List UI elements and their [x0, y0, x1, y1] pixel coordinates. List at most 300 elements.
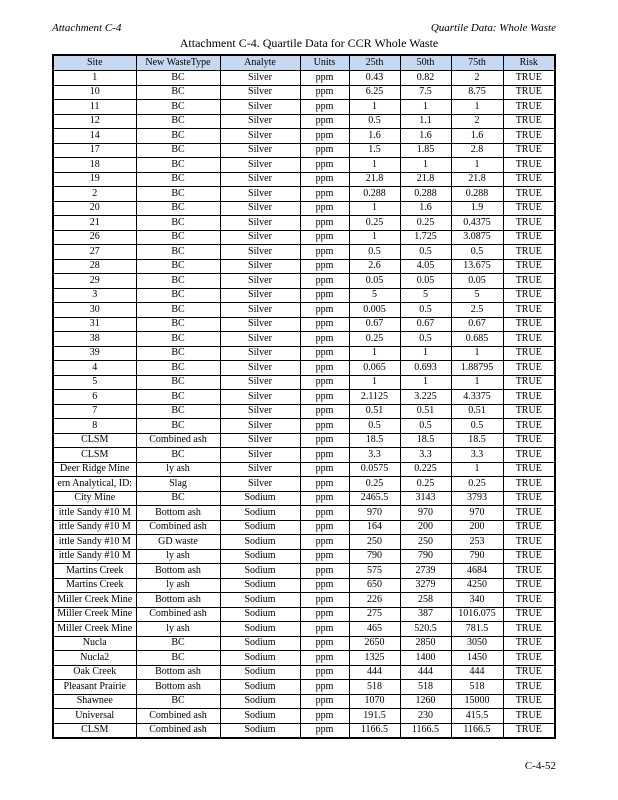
- cell-p50: 230: [400, 709, 451, 724]
- cell-risk: TRUE: [503, 433, 555, 448]
- table-row: [53, 723, 555, 738]
- cell-p25: 2465.5: [349, 491, 400, 506]
- cell-risk: TRUE: [503, 158, 555, 173]
- cell-site: Deer Ridge Mine: [53, 462, 136, 477]
- cell-p75: 4.3375: [451, 390, 503, 405]
- cell-p25: 0.25: [349, 332, 400, 347]
- table-row: [53, 433, 555, 448]
- cell-waste-type: Combined ash: [136, 607, 220, 622]
- cell-p25: 226: [349, 593, 400, 608]
- cell-waste-type: BC: [136, 491, 220, 506]
- cell-p75: 2.8: [451, 143, 503, 158]
- table-row: [53, 506, 555, 521]
- cell-site: CLSM: [53, 448, 136, 463]
- cell-waste-type: BC: [136, 361, 220, 376]
- cell-units: ppm: [300, 709, 349, 724]
- table-row: [53, 332, 555, 347]
- cell-p25: 2.1125: [349, 390, 400, 405]
- cell-p75: 1450: [451, 651, 503, 666]
- cell-risk: TRUE: [503, 390, 555, 405]
- table-row: [53, 201, 555, 216]
- page-number: C-4-52: [524, 760, 556, 772]
- cell-analyte: Silver: [220, 274, 300, 289]
- cell-p50: 1: [400, 100, 451, 115]
- cell-site: ern Analytical, ID:: [53, 477, 136, 492]
- cell-analyte: Sodium: [220, 506, 300, 521]
- cell-site: 21: [53, 216, 136, 231]
- cell-p50: 1400: [400, 651, 451, 666]
- cell-units: ppm: [300, 636, 349, 651]
- cell-units: ppm: [300, 433, 349, 448]
- cell-waste-type: BC: [136, 245, 220, 260]
- cell-risk: TRUE: [503, 332, 555, 347]
- table-row: [53, 535, 555, 550]
- cell-units: ppm: [300, 317, 349, 332]
- cell-p25: 6.25: [349, 85, 400, 100]
- cell-p25: 1: [349, 375, 400, 390]
- cell-risk: TRUE: [503, 100, 555, 115]
- cell-units: ppm: [300, 361, 349, 376]
- cell-waste-type: BC: [136, 172, 220, 187]
- table-row: [53, 651, 555, 666]
- cell-p50: 1.85: [400, 143, 451, 158]
- cell-waste-type: Bottom ash: [136, 564, 220, 579]
- cell-analyte: Silver: [220, 477, 300, 492]
- cell-p75: 1: [451, 346, 503, 361]
- cell-risk: TRUE: [503, 636, 555, 651]
- cell-waste-type: BC: [136, 448, 220, 463]
- cell-analyte: Sodium: [220, 535, 300, 550]
- cell-p75: 253: [451, 535, 503, 550]
- table-row: [53, 520, 555, 535]
- cell-p75: 4250: [451, 578, 503, 593]
- cell-p75: 518: [451, 680, 503, 695]
- cell-units: ppm: [300, 506, 349, 521]
- cell-p50: 3143: [400, 491, 451, 506]
- cell-analyte: Silver: [220, 375, 300, 390]
- cell-risk: TRUE: [503, 535, 555, 550]
- cell-p50: 444: [400, 665, 451, 680]
- cell-p25: 1325: [349, 651, 400, 666]
- table-row: [53, 187, 555, 202]
- cell-analyte: Silver: [220, 346, 300, 361]
- cell-p75: 2.5: [451, 303, 503, 318]
- cell-p25: 0.065: [349, 361, 400, 376]
- cell-site: Pleasant Prairie: [53, 680, 136, 695]
- cell-p75: 1: [451, 100, 503, 115]
- cell-analyte: Silver: [220, 158, 300, 173]
- cell-p25: 1: [349, 230, 400, 245]
- cell-risk: TRUE: [503, 317, 555, 332]
- cell-waste-type: BC: [136, 274, 220, 289]
- cell-site: Miller Creek Mine: [53, 622, 136, 637]
- cell-site: 7: [53, 404, 136, 419]
- cell-p25: 0.5: [349, 114, 400, 129]
- cell-waste-type: Slag: [136, 477, 220, 492]
- cell-analyte: Silver: [220, 317, 300, 332]
- cell-site: ittle Sandy #10 M: [53, 520, 136, 535]
- cell-units: ppm: [300, 114, 349, 129]
- cell-p75: 1: [451, 375, 503, 390]
- table-row: [53, 448, 555, 463]
- cell-site: 2: [53, 187, 136, 202]
- cell-p50: 1: [400, 158, 451, 173]
- table-row: [53, 477, 555, 492]
- cell-analyte: Silver: [220, 172, 300, 187]
- cell-analyte: Sodium: [220, 593, 300, 608]
- cell-p50: 21.8: [400, 172, 451, 187]
- cell-risk: TRUE: [503, 172, 555, 187]
- cell-p50: 0.5: [400, 419, 451, 434]
- cell-p75: 0.4375: [451, 216, 503, 231]
- header-section-label: Quartile Data: Whole Waste: [430, 22, 556, 34]
- cell-analyte: Silver: [220, 288, 300, 303]
- cell-units: ppm: [300, 230, 349, 245]
- cell-p75: 0.51: [451, 404, 503, 419]
- cell-analyte: Sodium: [220, 607, 300, 622]
- cell-site: 19: [53, 172, 136, 187]
- cell-risk: TRUE: [503, 723, 555, 738]
- cell-waste-type: GD waste: [136, 535, 220, 550]
- cell-p25: 0.05: [349, 274, 400, 289]
- cell-waste-type: BC: [136, 636, 220, 651]
- cell-p50: 1.6: [400, 201, 451, 216]
- cell-site: 10: [53, 85, 136, 100]
- cell-risk: TRUE: [503, 448, 555, 463]
- cell-p50: 0.82: [400, 71, 451, 86]
- cell-p75: 1166.5: [451, 723, 503, 738]
- cell-waste-type: ly ash: [136, 462, 220, 477]
- cell-analyte: Sodium: [220, 520, 300, 535]
- cell-risk: TRUE: [503, 506, 555, 521]
- cell-units: ppm: [300, 216, 349, 231]
- cell-p25: 1: [349, 158, 400, 173]
- cell-analyte: Sodium: [220, 651, 300, 666]
- cell-risk: TRUE: [503, 230, 555, 245]
- cell-waste-type: BC: [136, 651, 220, 666]
- cell-p25: 21.8: [349, 172, 400, 187]
- cell-p25: 790: [349, 549, 400, 564]
- cell-units: ppm: [300, 143, 349, 158]
- cell-p50: 2739: [400, 564, 451, 579]
- cell-p50: 1: [400, 375, 451, 390]
- cell-p50: 1166.5: [400, 723, 451, 738]
- table-row: [53, 317, 555, 332]
- cell-units: ppm: [300, 651, 349, 666]
- cell-p50: 0.25: [400, 477, 451, 492]
- cell-waste-type: ly ash: [136, 622, 220, 637]
- cell-p50: 1.1: [400, 114, 451, 129]
- cell-p50: 0.05: [400, 274, 451, 289]
- cell-p75: 0.05: [451, 274, 503, 289]
- cell-waste-type: BC: [136, 317, 220, 332]
- cell-p25: 1.6: [349, 129, 400, 144]
- cell-units: ppm: [300, 404, 349, 419]
- cell-waste-type: BC: [136, 419, 220, 434]
- cell-units: ppm: [300, 578, 349, 593]
- column-header-p50: 50th: [400, 55, 451, 71]
- cell-units: ppm: [300, 680, 349, 695]
- cell-site: 3: [53, 288, 136, 303]
- cell-site: 11: [53, 100, 136, 115]
- cell-units: ppm: [300, 723, 349, 738]
- cell-units: ppm: [300, 129, 349, 144]
- cell-p50: 0.225: [400, 462, 451, 477]
- cell-units: ppm: [300, 390, 349, 405]
- cell-p75: 781.5: [451, 622, 503, 637]
- column-header-p75: 75th: [451, 55, 503, 71]
- cell-analyte: Silver: [220, 230, 300, 245]
- table-row: [53, 230, 555, 245]
- cell-p50: 0.5: [400, 245, 451, 260]
- cell-risk: TRUE: [503, 288, 555, 303]
- cell-risk: TRUE: [503, 462, 555, 477]
- cell-p50: 790: [400, 549, 451, 564]
- cell-risk: TRUE: [503, 680, 555, 695]
- cell-risk: TRUE: [503, 375, 555, 390]
- cell-waste-type: Bottom ash: [136, 593, 220, 608]
- cell-p50: 970: [400, 506, 451, 521]
- cell-p50: 1: [400, 346, 451, 361]
- cell-p25: 518: [349, 680, 400, 695]
- cell-p25: 18.5: [349, 433, 400, 448]
- cell-waste-type: Combined ash: [136, 520, 220, 535]
- cell-p75: 15000: [451, 694, 503, 709]
- cell-p25: 465: [349, 622, 400, 637]
- table-body: [53, 71, 555, 739]
- cell-risk: TRUE: [503, 709, 555, 724]
- cell-analyte: Sodium: [220, 665, 300, 680]
- cell-risk: TRUE: [503, 665, 555, 680]
- table-row: [53, 346, 555, 361]
- cell-risk: TRUE: [503, 187, 555, 202]
- cell-analyte: Silver: [220, 201, 300, 216]
- cell-p50: 200: [400, 520, 451, 535]
- cell-waste-type: BC: [136, 404, 220, 419]
- cell-site: 38: [53, 332, 136, 347]
- cell-analyte: Silver: [220, 361, 300, 376]
- cell-site: 14: [53, 129, 136, 144]
- cell-analyte: Silver: [220, 419, 300, 434]
- table-row: [53, 578, 555, 593]
- cell-p25: 0.5: [349, 245, 400, 260]
- cell-p75: 2: [451, 71, 503, 86]
- cell-p75: 8.75: [451, 85, 503, 100]
- table-row: [53, 622, 555, 637]
- cell-risk: TRUE: [503, 694, 555, 709]
- cell-waste-type: BC: [136, 100, 220, 115]
- cell-analyte: Sodium: [220, 622, 300, 637]
- cell-p25: 0.43: [349, 71, 400, 86]
- cell-p50: 0.51: [400, 404, 451, 419]
- cell-risk: TRUE: [503, 593, 555, 608]
- cell-site: 27: [53, 245, 136, 260]
- cell-p50: 3.225: [400, 390, 451, 405]
- cell-p25: 970: [349, 506, 400, 521]
- table-row: [53, 694, 555, 709]
- cell-analyte: Silver: [220, 100, 300, 115]
- cell-site: 31: [53, 317, 136, 332]
- cell-site: 30: [53, 303, 136, 318]
- cell-units: ppm: [300, 549, 349, 564]
- cell-site: 28: [53, 259, 136, 274]
- cell-units: ppm: [300, 100, 349, 115]
- cell-p75: 0.67: [451, 317, 503, 332]
- cell-units: ppm: [300, 535, 349, 550]
- cell-p50: 18.5: [400, 433, 451, 448]
- cell-p75: 0.288: [451, 187, 503, 202]
- cell-site: ittle Sandy #10 M: [53, 535, 136, 550]
- cell-p25: 0.5: [349, 419, 400, 434]
- cell-p50: 7.5: [400, 85, 451, 100]
- cell-units: ppm: [300, 694, 349, 709]
- table-row: [53, 143, 555, 158]
- table-row: [53, 274, 555, 289]
- cell-units: ppm: [300, 448, 349, 463]
- cell-p25: 3.3: [349, 448, 400, 463]
- cell-site: 4: [53, 361, 136, 376]
- cell-p75: 13.675: [451, 259, 503, 274]
- cell-risk: TRUE: [503, 259, 555, 274]
- cell-p25: 275: [349, 607, 400, 622]
- cell-p75: 0.25: [451, 477, 503, 492]
- cell-site: City Mine: [53, 491, 136, 506]
- cell-risk: TRUE: [503, 491, 555, 506]
- table-row: [53, 709, 555, 724]
- cell-waste-type: BC: [136, 143, 220, 158]
- table-row: [53, 216, 555, 231]
- cell-waste-type: BC: [136, 201, 220, 216]
- document-title: Attachment C-4. Quartile Data for CCR Whole Waste: [179, 36, 439, 50]
- cell-site: Nucla2: [53, 651, 136, 666]
- cell-p25: 250: [349, 535, 400, 550]
- column-header-units: Units: [300, 55, 349, 71]
- cell-units: ppm: [300, 187, 349, 202]
- cell-risk: TRUE: [503, 607, 555, 622]
- cell-site: Oak Creek: [53, 665, 136, 680]
- column-header-analyte: Analyte: [220, 55, 300, 71]
- cell-p75: 0.685: [451, 332, 503, 347]
- cell-risk: TRUE: [503, 361, 555, 376]
- cell-risk: TRUE: [503, 71, 555, 86]
- cell-p75: 1.9: [451, 201, 503, 216]
- cell-site: Martins Creek: [53, 564, 136, 579]
- cell-risk: TRUE: [503, 651, 555, 666]
- cell-p75: 0.5: [451, 245, 503, 260]
- cell-p75: 3793: [451, 491, 503, 506]
- cell-waste-type: BC: [136, 71, 220, 86]
- cell-p75: 970: [451, 506, 503, 521]
- cell-p75: 1.88795: [451, 361, 503, 376]
- cell-waste-type: ly ash: [136, 549, 220, 564]
- cell-risk: TRUE: [503, 477, 555, 492]
- cell-waste-type: Combined ash: [136, 433, 220, 448]
- cell-analyte: Silver: [220, 433, 300, 448]
- cell-units: ppm: [300, 172, 349, 187]
- cell-analyte: Sodium: [220, 694, 300, 709]
- cell-p25: 0.005: [349, 303, 400, 318]
- cell-waste-type: BC: [136, 259, 220, 274]
- cell-units: ppm: [300, 346, 349, 361]
- cell-p75: 1.6: [451, 129, 503, 144]
- cell-waste-type: BC: [136, 114, 220, 129]
- cell-units: ppm: [300, 520, 349, 535]
- cell-waste-type: BC: [136, 390, 220, 405]
- cell-units: ppm: [300, 85, 349, 100]
- cell-waste-type: BC: [136, 187, 220, 202]
- cell-p25: 0.288: [349, 187, 400, 202]
- cell-waste-type: BC: [136, 216, 220, 231]
- table-row: [53, 361, 555, 376]
- cell-site: 5: [53, 375, 136, 390]
- table-row: [53, 680, 555, 695]
- table-row: [53, 636, 555, 651]
- column-header-risk: Risk: [503, 55, 555, 71]
- table-row: [53, 462, 555, 477]
- cell-p50: 258: [400, 593, 451, 608]
- cell-units: ppm: [300, 375, 349, 390]
- cell-analyte: Silver: [220, 259, 300, 274]
- table-row: [53, 404, 555, 419]
- cell-p75: 3.0875: [451, 230, 503, 245]
- cell-p25: 0.25: [349, 477, 400, 492]
- cell-site: 17: [53, 143, 136, 158]
- cell-risk: TRUE: [503, 564, 555, 579]
- table-row: [53, 607, 555, 622]
- cell-p25: 0.67: [349, 317, 400, 332]
- cell-units: ppm: [300, 71, 349, 86]
- cell-units: ppm: [300, 245, 349, 260]
- cell-p25: 2650: [349, 636, 400, 651]
- cell-p75: 21.8: [451, 172, 503, 187]
- cell-p75: 1: [451, 462, 503, 477]
- cell-risk: TRUE: [503, 216, 555, 231]
- cell-units: ppm: [300, 274, 349, 289]
- cell-p75: 790: [451, 549, 503, 564]
- cell-analyte: Silver: [220, 245, 300, 260]
- cell-site: Martins Creek: [53, 578, 136, 593]
- cell-p75: 415.5: [451, 709, 503, 724]
- cell-risk: TRUE: [503, 549, 555, 564]
- cell-site: Shawnee: [53, 694, 136, 709]
- cell-analyte: Sodium: [220, 680, 300, 695]
- cell-p75: 1016.075: [451, 607, 503, 622]
- cell-p50: 0.693: [400, 361, 451, 376]
- cell-analyte: Silver: [220, 462, 300, 477]
- cell-p25: 191.5: [349, 709, 400, 724]
- cell-p25: 0.25: [349, 216, 400, 231]
- cell-p50: 3.3: [400, 448, 451, 463]
- cell-p25: 1: [349, 346, 400, 361]
- cell-site: 26: [53, 230, 136, 245]
- cell-waste-type: BC: [136, 332, 220, 347]
- cell-p50: 0.288: [400, 187, 451, 202]
- cell-p50: 387: [400, 607, 451, 622]
- cell-p50: 0.5: [400, 303, 451, 318]
- cell-analyte: Sodium: [220, 549, 300, 564]
- cell-risk: TRUE: [503, 578, 555, 593]
- cell-waste-type: ly ash: [136, 578, 220, 593]
- cell-risk: TRUE: [503, 404, 555, 419]
- table-row: [53, 593, 555, 608]
- cell-analyte: Silver: [220, 114, 300, 129]
- cell-waste-type: Combined ash: [136, 723, 220, 738]
- cell-site: 39: [53, 346, 136, 361]
- cell-site: 1: [53, 71, 136, 86]
- table-row: [53, 564, 555, 579]
- cell-p50: 520.5: [400, 622, 451, 637]
- cell-p25: 444: [349, 665, 400, 680]
